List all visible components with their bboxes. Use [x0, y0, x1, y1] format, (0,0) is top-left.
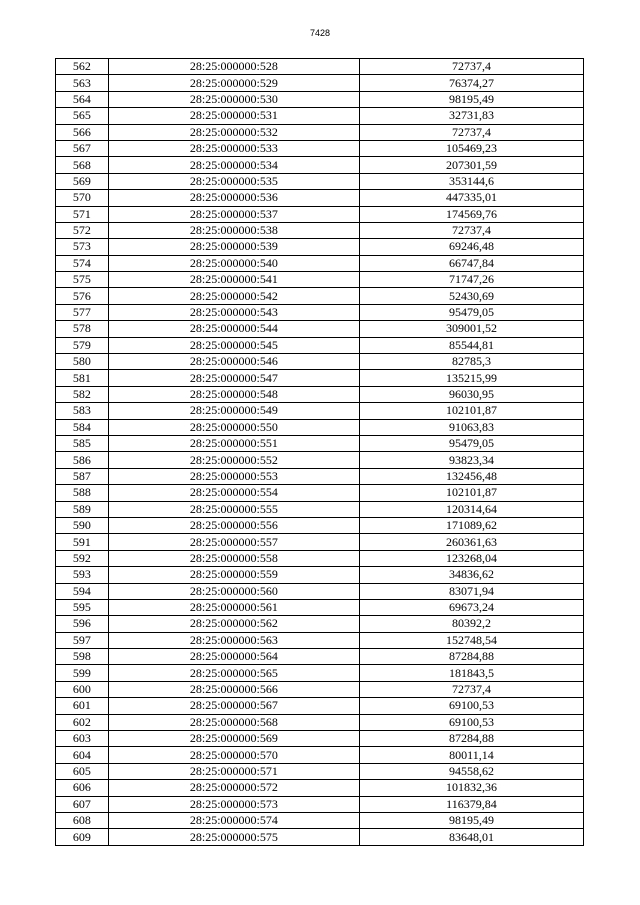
value-cell: 69673,24 — [359, 599, 583, 615]
cadastral-number-cell: 28:25:000000:550 — [108, 419, 359, 435]
cadastral-number-cell: 28:25:000000:571 — [108, 763, 359, 779]
cadastral-number-cell: 28:25:000000:559 — [108, 567, 359, 583]
table-row — [56, 452, 584, 468]
row-number-cell: 570 — [56, 190, 109, 206]
value-cell: 105469,23 — [359, 140, 583, 156]
row-number-cell: 593 — [56, 567, 109, 583]
value-cell: 123268,04 — [359, 550, 583, 566]
row-number-cell: 601 — [56, 698, 109, 714]
table-row — [56, 550, 584, 566]
value-cell: 52430,69 — [359, 288, 583, 304]
table-row — [56, 665, 584, 681]
table-row — [56, 501, 584, 517]
row-number-cell: 605 — [56, 763, 109, 779]
table-row — [56, 386, 584, 402]
table-row — [56, 419, 584, 435]
cadastral-number-cell: 28:25:000000:554 — [108, 485, 359, 501]
cadastral-number-cell: 28:25:000000:563 — [108, 632, 359, 648]
cadastral-value-table — [55, 58, 584, 846]
value-cell: 66747,84 — [359, 255, 583, 271]
table-row — [56, 222, 584, 238]
row-number-cell: 577 — [56, 304, 109, 320]
cadastral-number-cell: 28:25:000000:540 — [108, 255, 359, 271]
row-number-cell: 608 — [56, 812, 109, 828]
cadastral-number-cell: 28:25:000000:556 — [108, 517, 359, 533]
table-row — [56, 681, 584, 697]
cadastral-number-cell: 28:25:000000:560 — [108, 583, 359, 599]
table-body — [56, 59, 584, 846]
cadastral-number-cell: 28:25:000000:574 — [108, 812, 359, 828]
value-cell: 98195,49 — [359, 812, 583, 828]
value-cell: 87284,88 — [359, 731, 583, 747]
row-number-cell: 607 — [56, 796, 109, 812]
row-number-cell: 566 — [56, 124, 109, 140]
table-row — [56, 616, 584, 632]
table-row — [56, 157, 584, 173]
value-cell: 260361,63 — [359, 534, 583, 550]
cadastral-number-cell: 28:25:000000:558 — [108, 550, 359, 566]
cadastral-number-cell: 28:25:000000:529 — [108, 75, 359, 91]
value-cell: 85544,81 — [359, 337, 583, 353]
row-number-cell: 604 — [56, 747, 109, 763]
value-cell: 181843,5 — [359, 665, 583, 681]
table-row — [56, 599, 584, 615]
row-number-cell: 572 — [56, 222, 109, 238]
value-cell: 69100,53 — [359, 714, 583, 730]
row-number-cell: 589 — [56, 501, 109, 517]
row-number-cell: 582 — [56, 386, 109, 402]
value-cell: 174569,76 — [359, 206, 583, 222]
cadastral-number-cell: 28:25:000000:565 — [108, 665, 359, 681]
cadastral-number-cell: 28:25:000000:548 — [108, 386, 359, 402]
row-number-cell: 587 — [56, 468, 109, 484]
value-cell: 135215,99 — [359, 370, 583, 386]
row-number-cell: 599 — [56, 665, 109, 681]
table-row — [56, 337, 584, 353]
table-row — [56, 75, 584, 91]
value-cell: 72737,4 — [359, 222, 583, 238]
value-cell: 447335,01 — [359, 190, 583, 206]
table-row — [56, 91, 584, 107]
value-cell: 80011,14 — [359, 747, 583, 763]
row-number-cell: 588 — [56, 485, 109, 501]
cadastral-number-cell: 28:25:000000:568 — [108, 714, 359, 730]
table-row — [56, 812, 584, 828]
row-number-cell: 581 — [56, 370, 109, 386]
value-cell: 34836,62 — [359, 567, 583, 583]
table-row — [56, 649, 584, 665]
value-cell: 87284,88 — [359, 649, 583, 665]
cadastral-number-cell: 28:25:000000:551 — [108, 435, 359, 451]
row-number-cell: 580 — [56, 354, 109, 370]
table-row — [56, 796, 584, 812]
value-cell: 83071,94 — [359, 583, 583, 599]
table-row — [56, 108, 584, 124]
row-number-cell: 595 — [56, 599, 109, 615]
table-row — [56, 747, 584, 763]
value-cell: 91063,83 — [359, 419, 583, 435]
row-number-cell: 564 — [56, 91, 109, 107]
cadastral-number-cell: 28:25:000000:566 — [108, 681, 359, 697]
value-cell: 82785,3 — [359, 354, 583, 370]
cadastral-number-cell: 28:25:000000:542 — [108, 288, 359, 304]
cadastral-number-cell: 28:25:000000:567 — [108, 698, 359, 714]
table-row — [56, 534, 584, 550]
row-number-cell: 562 — [56, 59, 109, 75]
row-number-cell: 574 — [56, 255, 109, 271]
page-number: 7428 — [309, 28, 331, 38]
value-cell: 69100,53 — [359, 698, 583, 714]
cadastral-number-cell: 28:25:000000:547 — [108, 370, 359, 386]
row-number-cell: 583 — [56, 403, 109, 419]
row-number-cell: 592 — [56, 550, 109, 566]
row-number-cell: 591 — [56, 534, 109, 550]
cadastral-number-cell: 28:25:000000:575 — [108, 829, 359, 845]
cadastral-number-cell: 28:25:000000:562 — [108, 616, 359, 632]
row-number-cell: 598 — [56, 649, 109, 665]
row-number-cell: 571 — [56, 206, 109, 222]
table-row — [56, 288, 584, 304]
table-row — [56, 763, 584, 779]
table-row — [56, 780, 584, 796]
row-number-cell: 573 — [56, 239, 109, 255]
value-cell: 72737,4 — [359, 124, 583, 140]
table-row — [56, 124, 584, 140]
cadastral-number-cell: 28:25:000000:530 — [108, 91, 359, 107]
table-row — [56, 698, 584, 714]
row-number-cell: 578 — [56, 321, 109, 337]
cadastral-number-cell: 28:25:000000:546 — [108, 354, 359, 370]
row-number-cell: 568 — [56, 157, 109, 173]
value-cell: 80392,2 — [359, 616, 583, 632]
row-number-cell: 584 — [56, 419, 109, 435]
cadastral-number-cell: 28:25:000000:553 — [108, 468, 359, 484]
table-row — [56, 190, 584, 206]
cadastral-number-cell: 28:25:000000:549 — [108, 403, 359, 419]
value-cell: 32731,83 — [359, 108, 583, 124]
row-number-cell: 594 — [56, 583, 109, 599]
cadastral-number-cell: 28:25:000000:557 — [108, 534, 359, 550]
row-number-cell: 569 — [56, 173, 109, 189]
table-row — [56, 435, 584, 451]
cadastral-number-cell: 28:25:000000:552 — [108, 452, 359, 468]
value-cell: 309001,52 — [359, 321, 583, 337]
cadastral-number-cell: 28:25:000000:543 — [108, 304, 359, 320]
value-cell: 101832,36 — [359, 780, 583, 796]
value-cell: 96030,95 — [359, 386, 583, 402]
value-cell: 95479,05 — [359, 304, 583, 320]
value-cell: 152748,54 — [359, 632, 583, 648]
value-cell: 102101,87 — [359, 403, 583, 419]
value-cell: 76374,27 — [359, 75, 583, 91]
value-cell: 72737,4 — [359, 681, 583, 697]
cadastral-number-cell: 28:25:000000:561 — [108, 599, 359, 615]
row-number-cell: 602 — [56, 714, 109, 730]
table-row — [56, 517, 584, 533]
value-cell: 120314,64 — [359, 501, 583, 517]
row-number-cell: 597 — [56, 632, 109, 648]
table-row — [56, 370, 584, 386]
value-cell: 93823,34 — [359, 452, 583, 468]
row-number-cell: 600 — [56, 681, 109, 697]
value-cell: 116379,84 — [359, 796, 583, 812]
row-number-cell: 609 — [56, 829, 109, 845]
table-row — [56, 206, 584, 222]
table-row — [56, 583, 584, 599]
row-number-cell: 596 — [56, 616, 109, 632]
table-row — [56, 59, 584, 75]
cadastral-number-cell: 28:25:000000:564 — [108, 649, 359, 665]
cadastral-number-cell: 28:25:000000:570 — [108, 747, 359, 763]
value-cell: 132456,48 — [359, 468, 583, 484]
cadastral-number-cell: 28:25:000000:531 — [108, 108, 359, 124]
cadastral-number-cell: 28:25:000000:534 — [108, 157, 359, 173]
row-number-cell: 576 — [56, 288, 109, 304]
cadastral-number-cell: 28:25:000000:539 — [108, 239, 359, 255]
value-cell: 102101,87 — [359, 485, 583, 501]
row-number-cell: 563 — [56, 75, 109, 91]
value-cell: 171089,62 — [359, 517, 583, 533]
value-cell: 94558,62 — [359, 763, 583, 779]
table-row — [56, 304, 584, 320]
cadastral-number-cell: 28:25:000000:533 — [108, 140, 359, 156]
row-number-cell: 579 — [56, 337, 109, 353]
value-cell: 98195,49 — [359, 91, 583, 107]
table-row — [56, 173, 584, 189]
table-row — [56, 714, 584, 730]
value-cell: 83648,01 — [359, 829, 583, 845]
row-number-cell: 585 — [56, 435, 109, 451]
cadastral-number-cell: 28:25:000000:537 — [108, 206, 359, 222]
row-number-cell: 603 — [56, 731, 109, 747]
value-cell: 71747,26 — [359, 272, 583, 288]
table-row — [56, 354, 584, 370]
table-row — [56, 272, 584, 288]
cadastral-number-cell: 28:25:000000:541 — [108, 272, 359, 288]
row-number-cell: 565 — [56, 108, 109, 124]
cadastral-number-cell: 28:25:000000:536 — [108, 190, 359, 206]
row-number-cell: 567 — [56, 140, 109, 156]
row-number-cell: 575 — [56, 272, 109, 288]
value-cell: 353144,6 — [359, 173, 583, 189]
table-row — [56, 403, 584, 419]
row-number-cell: 590 — [56, 517, 109, 533]
cadastral-number-cell: 28:25:000000:573 — [108, 796, 359, 812]
table-row — [56, 321, 584, 337]
table-row — [56, 567, 584, 583]
cadastral-number-cell: 28:25:000000:555 — [108, 501, 359, 517]
table-row — [56, 468, 584, 484]
table-row — [56, 632, 584, 648]
table-row — [56, 140, 584, 156]
cadastral-number-cell: 28:25:000000:528 — [108, 59, 359, 75]
row-number-cell: 606 — [56, 780, 109, 796]
table-row — [56, 829, 584, 845]
value-cell: 95479,05 — [359, 435, 583, 451]
cadastral-number-cell: 28:25:000000:572 — [108, 780, 359, 796]
table-row — [56, 255, 584, 271]
value-cell: 207301,59 — [359, 157, 583, 173]
cadastral-number-cell: 28:25:000000:545 — [108, 337, 359, 353]
value-cell: 69246,48 — [359, 239, 583, 255]
cadastral-number-cell: 28:25:000000:535 — [108, 173, 359, 189]
cadastral-number-cell: 28:25:000000:538 — [108, 222, 359, 238]
table-row — [56, 485, 584, 501]
cadastral-number-cell: 28:25:000000:569 — [108, 731, 359, 747]
table-row — [56, 731, 584, 747]
table-row — [56, 239, 584, 255]
cadastral-number-cell: 28:25:000000:532 — [108, 124, 359, 140]
row-number-cell: 586 — [56, 452, 109, 468]
value-cell: 72737,4 — [359, 59, 583, 75]
cadastral-number-cell: 28:25:000000:544 — [108, 321, 359, 337]
